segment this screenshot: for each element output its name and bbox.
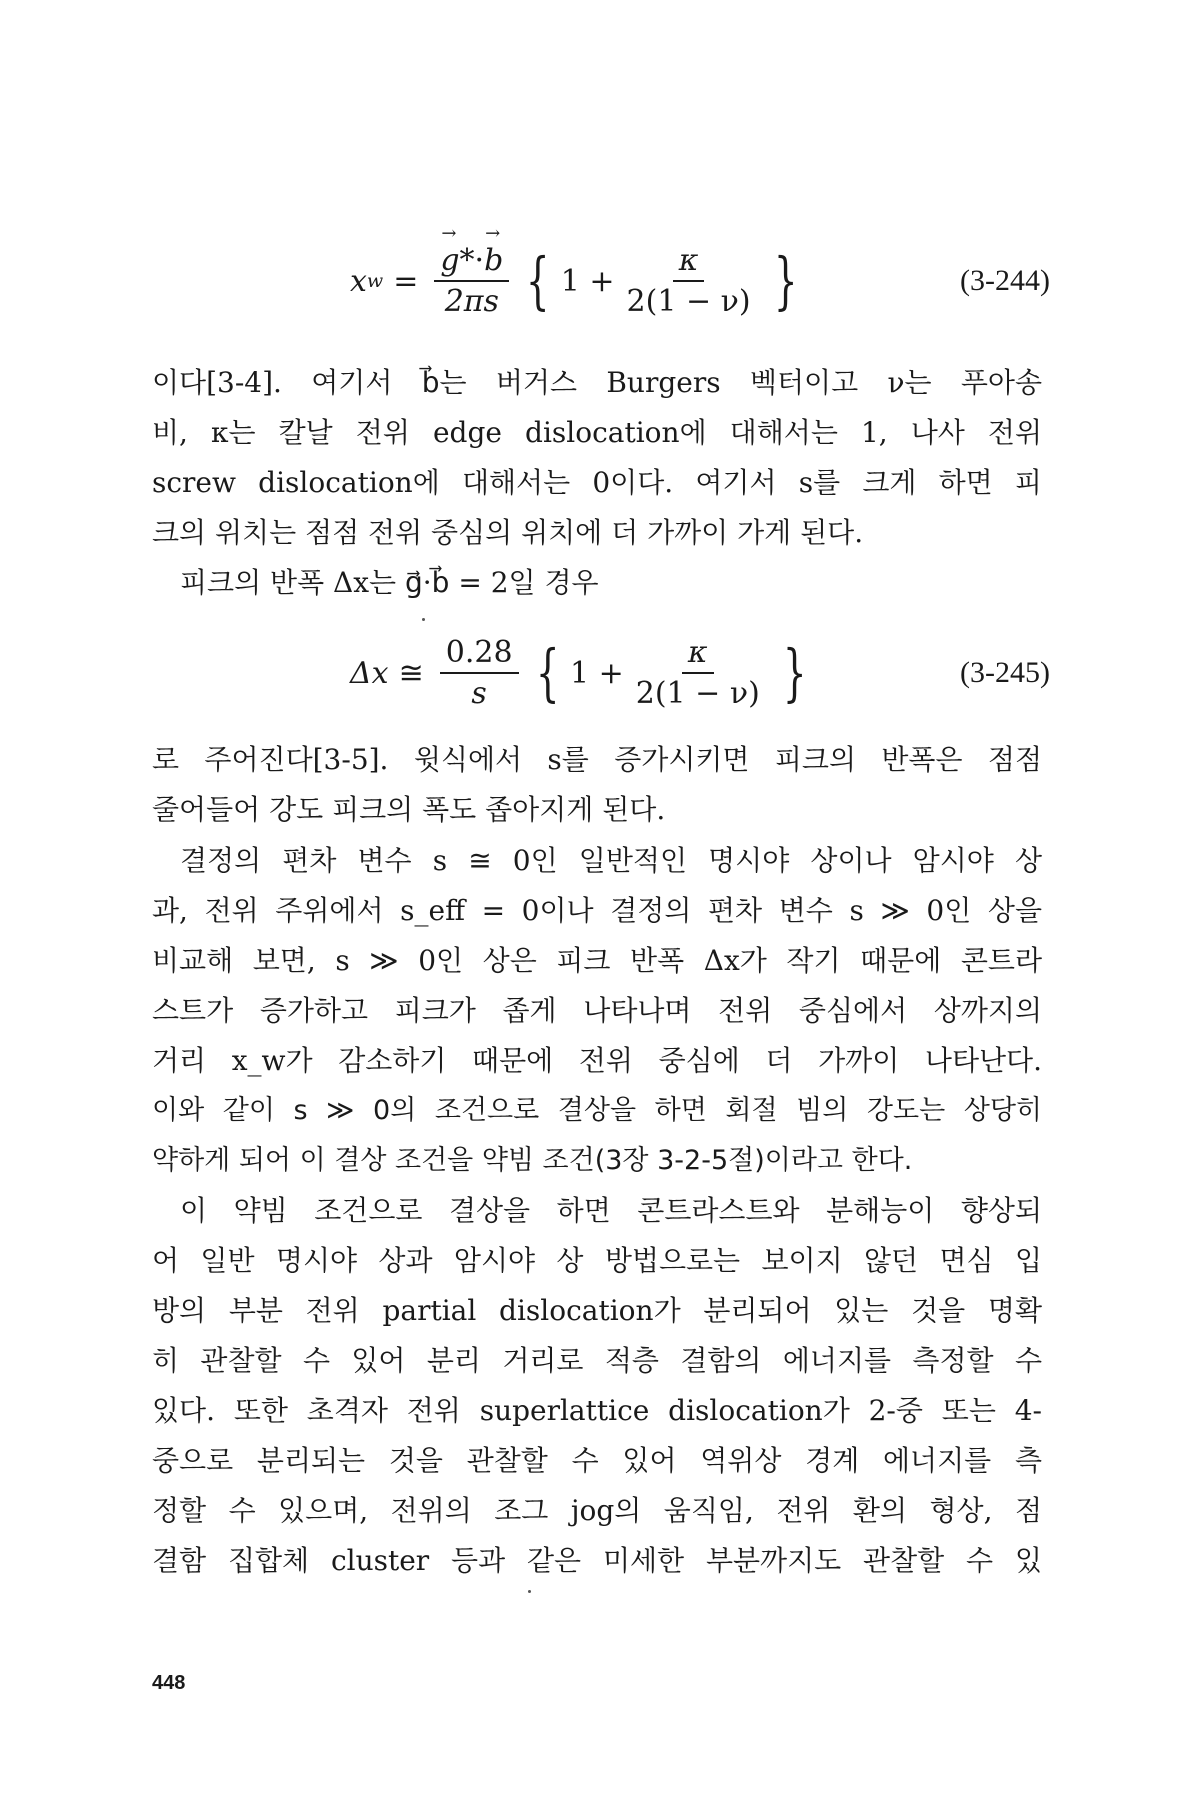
eq-fraction-numerator: 0.28 bbox=[440, 635, 519, 674]
vector-b: → b bbox=[484, 243, 503, 278]
paragraph-weak-beam-condition-cont bbox=[152, 1086, 1042, 1186]
eq-operator: ≅ bbox=[398, 655, 424, 691]
eq-inner-fraction bbox=[621, 243, 757, 319]
eq-fraction bbox=[434, 243, 509, 319]
text-line: 비, κ는 칼날 전위 edge dislocation에 대해서는 1, 나사 전위 bbox=[152, 416, 1042, 449]
text-line: 비교해 보면, s ≫ 0인 상은 피크 반폭 Δx가 작기 때문에 콘트라 bbox=[152, 944, 1042, 977]
text-line: 과, 전위 주위에서 s_eff = 0이나 결정의 편차 변수 s ≫ 0인 상을 bbox=[152, 894, 1042, 927]
text-line: 결함 집합체 cluster 등과 같은 미세한 부분까지도 관찰할 수 있 bbox=[152, 1544, 1042, 1577]
eq-fraction bbox=[440, 635, 519, 711]
vector-g: → g bbox=[440, 243, 459, 278]
eq-inner-fraction bbox=[630, 635, 766, 711]
text-line: 약하게 되어 이 결상 조건을 약빔 조건(3장 3-2-5절)이라고 한다. bbox=[152, 1145, 913, 1176]
right-brace-icon: } bbox=[773, 244, 798, 317]
eq-operator: = bbox=[393, 263, 419, 299]
text-line: 거리 x_w가 감소하기 때문에 전위 중심에 더 가까이 나타난다. bbox=[152, 1044, 1042, 1077]
eq-fraction-numerator bbox=[434, 243, 509, 282]
left-brace-icon: { bbox=[526, 244, 550, 317]
equation-3-244 bbox=[150, 226, 1050, 336]
eq-fraction-denominator: s bbox=[471, 676, 487, 711]
text-line: 이 약빔 조건으로 결상을 하면 콘트라스트와 분해능이 향상되 bbox=[180, 1194, 1042, 1227]
text-line: 어 일반 명시야 상과 암시야 상 방법으로는 보이지 않던 면심 입 bbox=[152, 1244, 1042, 1277]
text-line: 중으로 분리되는 것을 관찰할 수 있어 역위상 경계 에너지를 측 bbox=[152, 1444, 1042, 1477]
text-line: 결정의 편차 변수 s ≅ 0인 일반적인 명시야 상이나 암시야 상 bbox=[180, 844, 1042, 877]
paragraph-burgers-vector bbox=[152, 358, 1042, 558]
equation-body bbox=[350, 226, 808, 336]
print-speck bbox=[528, 1590, 531, 1593]
eq-inner-numerator: κ bbox=[673, 243, 705, 282]
eq-one-plus: 1 + bbox=[560, 263, 615, 299]
eq-fraction-denominator: 2πs bbox=[444, 284, 499, 319]
eq-inner-numerator: κ bbox=[682, 635, 714, 674]
eq-lhs: x bbox=[350, 263, 367, 299]
text-line: 방의 부분 전위 partial dislocation가 분리되어 있는 것을 명확 bbox=[152, 1294, 1042, 1327]
eq-lhs-subscript: w bbox=[366, 270, 384, 292]
equation-number: (3-245) bbox=[960, 656, 1050, 689]
page-number: 448 bbox=[152, 1672, 186, 1694]
text-line: 로 주어진다[3-5]. 윗식에서 s를 증가시키면 피크의 반폭은 점점 bbox=[152, 743, 1042, 776]
eq-inner-denominator: 2(1 − ν) bbox=[635, 676, 760, 711]
paragraph-weak-beam-condition bbox=[152, 836, 1042, 1086]
text-line: 있다. 또한 초격자 전위 superlattice dislocation가 2-중 또는 4- bbox=[152, 1394, 1042, 1427]
text-line: 줄어들어 강도 피크의 폭도 좁아지게 된다. bbox=[152, 793, 666, 826]
text-line: 크의 위치는 점점 전위 중심의 위치에 더 가까이 가게 된다. bbox=[152, 516, 864, 549]
text-line: 스트가 증가하고 피크가 좁게 나타나며 전위 중심에서 상까지의 bbox=[152, 994, 1042, 1027]
equation-number: (3-244) bbox=[960, 264, 1050, 297]
text-line: 히 관찰할 수 있어 분리 거리로 적층 결함의 에너지를 측정할 수 bbox=[152, 1344, 1042, 1377]
text-line: 정할 수 있으며, 전위의 조그 jog의 움직임, 전위 환의 형상, 점 bbox=[152, 1494, 1042, 1527]
text-line: 이다[3-4]. 여기서 b⃗는 버거스 Burgers 벡터이고 ν는 푸아송 bbox=[152, 366, 1042, 399]
paragraph-peak-width bbox=[180, 558, 780, 608]
eq-lhs: Δx bbox=[350, 655, 389, 691]
text-line: 이와 같이 s ≫ 0의 조건으로 결상을 하면 회절 빔의 강도는 상당히 bbox=[152, 1095, 1042, 1126]
text-line: 피크의 반폭 Δx는 g⃗·b⃗ = 2일 경우 bbox=[180, 566, 599, 599]
text-line: screw dislocation에 대해서는 0이다. 여기서 s를 크게 하면 피 bbox=[152, 466, 1042, 499]
star-dot: *· bbox=[459, 243, 485, 278]
right-brace-icon: } bbox=[782, 636, 807, 709]
paragraph-peak-narrowing bbox=[152, 735, 1042, 835]
eq-one-plus: 1 + bbox=[569, 655, 624, 691]
equation-3-245 bbox=[150, 618, 1050, 728]
eq-inner-denominator: 2(1 − ν) bbox=[626, 284, 751, 319]
left-brace-icon: { bbox=[535, 636, 560, 709]
paragraph-weak-beam-applications bbox=[152, 1186, 1042, 1586]
equation-body bbox=[350, 618, 817, 728]
